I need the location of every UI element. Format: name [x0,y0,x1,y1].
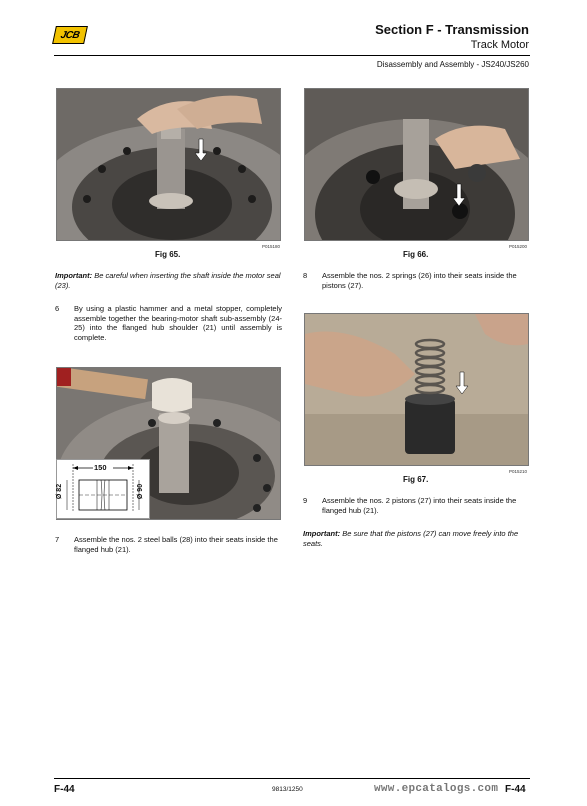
step-7-number: 7 [55,535,60,544]
step-9-number: 9 [303,496,308,505]
header-divider [54,55,530,56]
page-number-left: F-44 [54,784,75,795]
jcb-logo: JCB [52,26,88,44]
photo-fig-67 [304,313,529,466]
step-7-text: Assemble the nos. 2 steel balls (28) into their seats inside the flanged hub (21). [74,535,278,554]
stopper-drawing [56,459,150,519]
photo-fig-66 [304,88,529,241]
watermark: www.epcatalogs.com [374,783,499,795]
footer-divider [54,778,530,779]
step-6-text: By using a plastic hammer and a metal stopper, completely assemble together the bearing-motor shaft sub-assembly (24-25) into the flanged hub shoulder (21) until assembly is complete. [74,304,282,342]
important-note-right: Important: Be sure that the pistons (27) can move freely into the seats. [303,529,519,548]
photo-fig-65 [56,88,281,241]
photo-code-fig-66: P015200 [509,244,528,249]
stopper-length-label: 150 [94,463,107,472]
step-8-number: 8 [303,271,308,280]
photo-code-fig-65: P015180 [262,244,281,249]
important-note-left: Important: Be careful when inserting the shaft inside the motor seal (23). [55,271,281,290]
section-subtitle: Track Motor [470,39,529,51]
caption-fig-67: Fig 67. [403,475,429,484]
document-number: 9813/1250 [272,786,303,793]
step-6-number: 6 [55,304,60,313]
page-number-right: F-44 [505,784,526,795]
photo-code-fig-67: P015210 [509,469,528,474]
caption-fig-66: Fig 66. [403,250,429,259]
step-8-text: Assemble the nos. 2 springs (26) into their seats inside the pistons (27). [322,271,517,290]
stopper-diameter-right: Ø 90 [137,483,145,500]
section-title: Section F - Transmission [375,22,529,37]
section-description: Disassembly and Assembly - JS240/JS260 [376,60,529,69]
stopper-diameter-left: Ø 82 [56,483,64,500]
step-9-text: Assemble the nos. 2 pistons (27) into their seats inside the flanged hub (21). [322,496,517,515]
caption-fig-65: Fig 65. [155,250,181,259]
